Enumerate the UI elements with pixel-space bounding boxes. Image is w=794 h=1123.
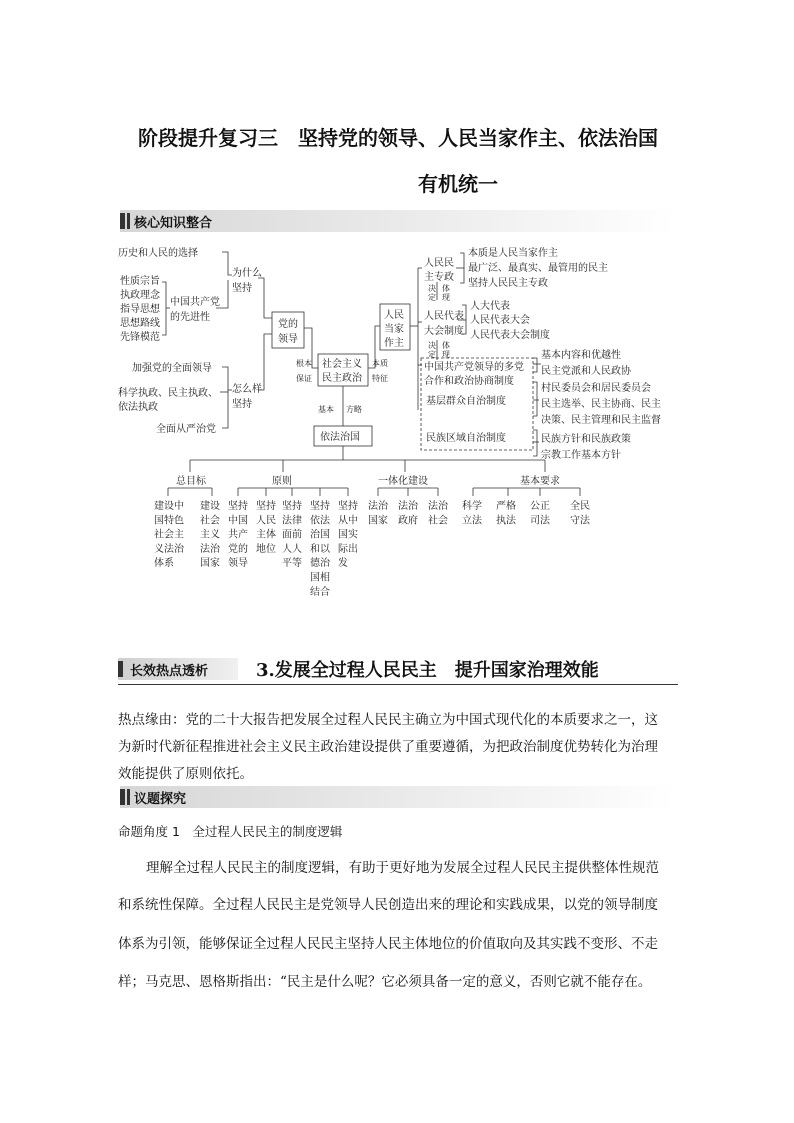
column-text: 公正 xyxy=(530,501,550,512)
edge-label: 基本 xyxy=(318,405,334,414)
column-text: 国相 xyxy=(310,572,330,584)
core-box-label: 社会主义 xyxy=(322,359,362,370)
column-text: 国实 xyxy=(338,529,358,541)
edge-label: 定 xyxy=(428,350,436,359)
column-text: 社会 xyxy=(200,515,220,527)
box-item: 合作和政治协商制度 xyxy=(424,376,514,387)
body-line: 理解全过程人民民主的制度逻辑，有助于更好地为发展全过程人民民主提供整体性规范 xyxy=(146,860,659,876)
edge-label: 决 xyxy=(428,284,436,293)
dict-label: 人民民 xyxy=(424,258,454,269)
column-text: 中国 xyxy=(228,515,248,527)
edge-label: 决 xyxy=(428,341,436,350)
column-text: 严格 xyxy=(496,501,516,512)
sys-item: 村民委员会和居民委员会 xyxy=(541,383,651,394)
column-text: 坚持 xyxy=(338,501,358,512)
column-text: 社会 xyxy=(428,515,448,527)
column-text: 人人 xyxy=(282,543,302,555)
column-text: 领导 xyxy=(228,558,248,570)
party-box-label: 党的 xyxy=(278,319,298,330)
edge-label: 现 xyxy=(442,293,450,302)
column-text: 共产 xyxy=(228,529,248,541)
vertical-columns xyxy=(154,499,591,598)
hotspot-heading: 3.发展全过程人民民主 提升国家治理效能 xyxy=(256,660,599,681)
section-title: 议题探究 xyxy=(134,792,187,807)
group-label: 一体化建设 xyxy=(378,476,428,487)
sys-item: 宗教工作基本方针 xyxy=(541,450,621,461)
column-text: 国特色 xyxy=(154,515,184,527)
group-label: 总目标 xyxy=(176,476,206,487)
sys-item: 民主党派和人民政协 xyxy=(541,366,631,377)
adv-item: 执政理念 xyxy=(120,290,160,301)
column-text: 法治 xyxy=(368,501,388,512)
adv-label: 中国共产党 xyxy=(170,297,220,308)
edge-label: 保证 xyxy=(296,374,312,383)
sys-item: 民主选举、民主协商、民主 xyxy=(541,399,661,410)
body-line: 样；马克思、恩格斯指出：“民主是什么呢？它必须具备一定的意义，否则它就不能存在。 xyxy=(118,974,652,990)
column-text: 从中 xyxy=(338,515,358,527)
how-item: 加强党的全面领导 xyxy=(132,363,212,374)
column-text: 党的 xyxy=(228,543,248,555)
proposition-angle: 命题角度 1 全过程人民民主的制度逻辑 xyxy=(118,824,343,839)
how-label: 怎么样 xyxy=(232,384,262,395)
column-text: 政府 xyxy=(398,515,418,527)
column-text: 建设 xyxy=(200,501,220,512)
adv-item: 思想路线 xyxy=(120,318,160,329)
column-text: 法律 xyxy=(282,515,302,527)
column-text: 和以 xyxy=(310,543,330,555)
adv-label: 的先进性 xyxy=(170,312,210,323)
adv-item: 指导思想 xyxy=(120,304,160,315)
box-item: 中国共产党领导的多党 xyxy=(424,362,524,373)
section-title: 核心知识整合 xyxy=(134,216,213,231)
section-marker xyxy=(118,661,123,677)
column-text: 平等 xyxy=(282,558,302,570)
dict-item: 本质是人民当家作主 xyxy=(468,248,558,259)
column-text: 主义 xyxy=(200,529,220,541)
section-header-issue-inquiry xyxy=(120,786,676,808)
section-marker xyxy=(120,789,125,805)
column-text: 守法 xyxy=(570,515,590,527)
column-text: 人民 xyxy=(256,515,276,527)
group-label: 基本要求 xyxy=(520,476,560,487)
how-item: 全面从严治党 xyxy=(156,424,216,435)
hotspot-line: 为新时代新征程推进社会主义民主政治建设提供了重要遵循，为把政治制度优势转化为治理 xyxy=(118,739,658,755)
people-box-label: 作主 xyxy=(384,338,404,349)
why-history-label: 历史和人民的选择 xyxy=(118,248,198,259)
edge-label: 方略 xyxy=(346,405,362,414)
column-text: 法治 xyxy=(398,501,418,512)
column-text: 结合 xyxy=(310,586,330,598)
column-text: 全民 xyxy=(570,501,590,512)
column-text: 法治 xyxy=(428,501,448,512)
box-item: 民族区域自治制度 xyxy=(426,433,506,444)
group-label: 原则 xyxy=(272,476,292,487)
how-item: 科学执政、民主执政、 xyxy=(118,388,218,399)
column-text: 治国 xyxy=(310,529,330,541)
body-line: 和系统性保障。全过程人民民主是党领导人民创造出来的理论和实践成果，以党的领导制度 xyxy=(118,897,658,913)
hotspot-line: 效能提供了原则依托。 xyxy=(118,766,253,782)
hotspot-tag xyxy=(118,658,238,680)
npc-label: 人民代表 xyxy=(424,311,464,322)
body-line: 体系为引领，能够保证全过程人民民主坚持人民主体地位的价值取向及其实践不变形、不走 xyxy=(118,936,658,952)
why-label: 坚持 xyxy=(232,283,252,294)
edge-label: 特征 xyxy=(372,374,388,383)
column-text: 地位 xyxy=(256,543,276,555)
column-text: 司法 xyxy=(530,515,550,527)
core-box-label: 民主政治 xyxy=(322,373,362,384)
dict-item: 最广泛、最真实、最管用的民主 xyxy=(468,263,608,274)
edge-label: 定 xyxy=(428,293,436,302)
how-item: 依法执政 xyxy=(118,402,158,413)
column-text: 坚持 xyxy=(228,501,248,512)
adv-item: 先锋模范 xyxy=(120,332,160,343)
edge-label: 现 xyxy=(442,350,450,359)
edge-label: 体 xyxy=(442,284,450,293)
box-item: 基层群众自治制度 xyxy=(426,396,506,407)
rule-box-label: 依法治国 xyxy=(320,432,360,443)
party-box-label: 领导 xyxy=(278,334,298,345)
sys-item: 决策、民主管理和民主监督 xyxy=(541,415,661,426)
column-text: 坚持 xyxy=(310,501,330,512)
column-text: 建设中 xyxy=(154,501,184,512)
hotspot-line: 热点缘由：党的二十大报告把发展全过程人民民主确立为中国式现代化的本质要求之一，这 xyxy=(118,712,658,728)
column-text: 义法治 xyxy=(154,543,184,555)
column-text: 主体 xyxy=(256,529,276,541)
edge-label: 体 xyxy=(442,341,450,350)
column-text: 立法 xyxy=(462,515,482,527)
column-text: 坚持 xyxy=(282,501,302,512)
section-marker xyxy=(127,789,130,805)
npc-item: 人民代表大会制度 xyxy=(470,330,550,341)
column-text: 法治 xyxy=(200,543,220,555)
npc-item: 人民代表大会 xyxy=(470,315,530,326)
page-title: 阶段提升复习三 坚持党的领导、人民当家作主、依法治国 xyxy=(138,126,658,150)
edge-label: 本质 xyxy=(372,359,388,368)
how-label: 坚持 xyxy=(232,399,252,410)
column-text: 执法 xyxy=(496,515,516,527)
people-box-label: 人民 xyxy=(384,310,404,321)
people-box-label: 当家 xyxy=(384,324,404,335)
sys-item: 基本内容和优越性 xyxy=(541,350,621,361)
npc-label: 大会制度 xyxy=(424,326,464,337)
adv-item: 性质宗旨 xyxy=(120,276,160,287)
column-text: 国家 xyxy=(200,558,220,570)
hotspot-header xyxy=(118,656,678,685)
column-text: 科学 xyxy=(462,501,482,512)
column-text: 德治 xyxy=(310,558,330,570)
edge-label: 根本 xyxy=(296,359,312,368)
npc-item: 人大代表 xyxy=(470,301,510,312)
column-text: 社会主 xyxy=(154,529,184,541)
dict-item: 坚持人民民主专政 xyxy=(468,278,548,289)
column-text: 国家 xyxy=(368,515,388,527)
why-label: 为什么 xyxy=(232,268,262,279)
column-text: 面前 xyxy=(282,529,302,541)
column-text: 坚持 xyxy=(256,501,276,512)
page-title-line2: 有机统一 xyxy=(418,172,498,196)
hotspot-tag-label: 长效热点透析 xyxy=(130,664,209,679)
column-text: 依法 xyxy=(310,515,330,527)
dict-label: 主专政 xyxy=(424,272,454,283)
column-text: 发 xyxy=(338,558,348,570)
column-text: 体系 xyxy=(154,558,174,570)
column-text: 际出 xyxy=(338,543,358,555)
sys-item: 民族方针和民族政策 xyxy=(541,434,631,445)
